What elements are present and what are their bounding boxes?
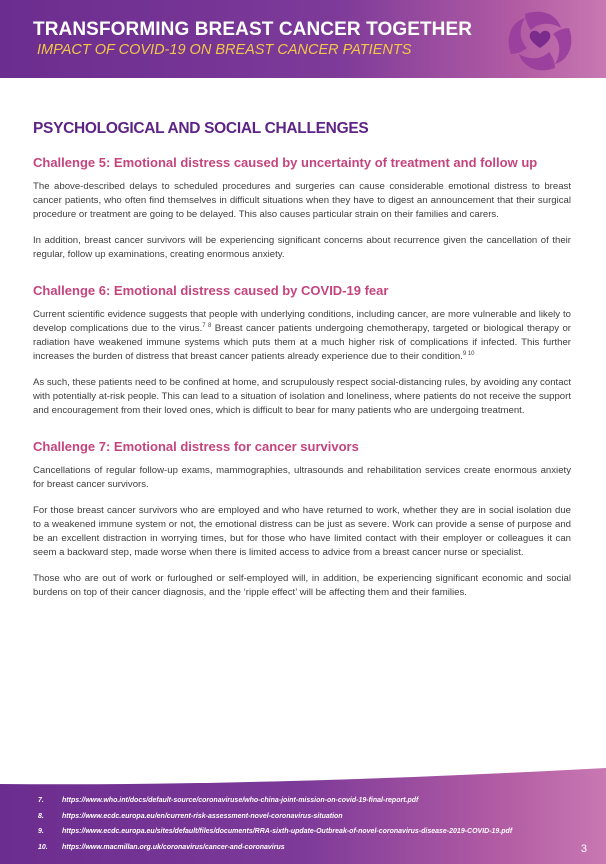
challenge-6-paragraph-2: As such, these patients need to be confined at home, and scrupulously respect social-distancing rules, by avoiding any contact with potentially at-risk people. This can lead to a situation of isolation and loneliness, where patients do not receive the support and encouragement from their loved ones, which is difficult to bear for many patients who are undergoing treatment. [33, 377, 571, 416]
challenge-6-paragraph-1 [33, 308, 571, 364]
reference-number: 10. [38, 843, 48, 851]
challenge-6-p1-text-a: Current scientific evidence suggests that people with underlying conditions, including cancer, are more vulnerable and likely to develop complications due to the virus. [33, 309, 571, 334]
reference-item [38, 840, 558, 856]
challenge-5-paragraph-2: In addition, breast cancer survivors will be experiencing significant concerns about recurrence given the cancellation of their regular, follow up examinations, creating enormous anxiety. [33, 235, 571, 260]
reference-link[interactable]: https://www.who.int/docs/default-source/coronaviruse/who-china-joint-mission-on-covid-19-final-report.pdf [62, 797, 419, 805]
reference-number: 8. [38, 812, 44, 820]
reference-item [38, 824, 558, 840]
reference-item [38, 793, 558, 809]
reference-link[interactable]: https://www.ecdc.europa.eu/en/current-risk-assessment-novel-coronavirus-situation [62, 812, 343, 820]
reference-link[interactable]: https://www.ecdc.europa.eu/sites/default/files/documents/RRA-sixth-update-Outbreak-of-novel-coronavirus-disease-2019-COVID-19.pdf [62, 828, 513, 836]
reference-number: 9. [38, 828, 44, 836]
header-banner [0, 0, 606, 78]
challenge-7-paragraph-2: For those breast cancer survivors who are employed and who have returned to work, whether they are in social isolation due to a weakened immune system or not, the emotional distress can be just as severe. Work can provide a sense of purpose and be an excellent distraction in worrying times, but for those who have limited contact with their employer or colleagues it can seem a backward step, made worse when there is limited access to advice from a breast cancer nurse or specialist. [33, 505, 571, 558]
challenge-5-paragraph-1: The above-described delays to scheduled procedures and surgeries can cause considerable emotional distress to breast cancer patients, who often find themselves in difficult situations when they have to digest an announcement that their surgical procedure or treatment are going to be delayed. This also causes particular strain on their families and carers. [33, 181, 571, 220]
footnote-ref-7-8: 7 8 [202, 322, 212, 329]
challenge-6-title: Challenge 6: Emotional distress caused by COVID-19 fear [33, 283, 389, 298]
challenge-7-paragraph-1: Cancellations of regular follow-up exams, mammographies, ultrasounds and rehabilitation services create enormous anxiety for breast cancer survivors. [33, 465, 571, 490]
section-title: PSYCHOLOGICAL AND SOCIAL CHALLENGES [33, 120, 369, 137]
hands-heart-logo-icon [505, 8, 575, 74]
reference-number: 7. [38, 797, 44, 805]
reference-item [38, 809, 558, 825]
challenge-7-title: Challenge 7: Emotional distress for cancer survivors [33, 439, 359, 454]
page-number: 3 [580, 843, 587, 855]
challenge-6-p1-text-b: Breast cancer patients undergoing chemotherapy, targeted or biological therapy or radiation have weakened immune systems which puts them at a much higher risk of complications if infected. This further increases the burden of distress that breast cancer patients already experience due to their condition. [33, 323, 571, 362]
main-content [33, 120, 571, 600]
document-subtitle: IMPACT OF COVID-19 ON BREAST CANCER PATIENTS [37, 42, 412, 58]
reference-link[interactable]: https://www.macmillan.org.uk/coronavirus/cancer-and-coronavirus [62, 843, 285, 851]
challenge-5-title: Challenge 5: Emotional distress caused by uncertainty of treatment and follow up [33, 155, 538, 170]
document-title: TRANSFORMING BREAST CANCER TOGETHER [33, 19, 473, 40]
references-list [38, 793, 558, 855]
challenge-7-paragraph-3: Those who are out of work or furloughed or self-employed will, in addition, be experiencing significant economic and social burdens on top of their cancer diagnosis, and the ‘ripple effect’ will be affecting them and their families. [33, 573, 571, 598]
footnote-ref-9-10: 9 10 [462, 350, 475, 357]
